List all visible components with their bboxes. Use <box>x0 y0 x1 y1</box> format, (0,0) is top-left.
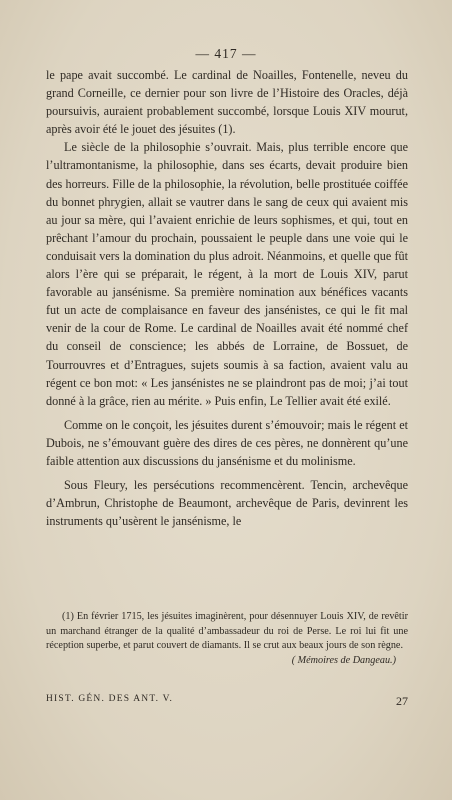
footnote <box>46 610 408 668</box>
signature-mark: HIST. GÉN. DES ANT. V. <box>46 694 174 704</box>
paragraph-2: Le siècle de la philosophie s’ouvrait. Mais, plus terrible encore que l’ultramontanisme, la philosophie, dans ses écarts, devait produire bien des horreurs. Fille de la philosophie, la révolution, belle prostituée coiffée du bonnet phrygien, allait se vautrer dans le sang de ceux qui avaient mis au jour sa mère, qui l’avaient enrichie de leurs sophismes, et qui, tout en prêchant l’amour du prochain, poussaient le peuple dans une voie qui le conduisait vers la domination du plus adroit. Néanmoins, et quelle que fût alors l’ère qui se préparait, le régent, à la mort de Louis XIV, parut favorable au jansénisme. Sa première nomination aux bénéfices vacants fut un acte de complaisance en faveur des jansénistes, ce qui le fit mal venir de la cour de Rome. Le cardinal de Noailles avait été nommé chef du conseil de conscience; les abbés de Lorraine, de Bossuet, de Tourrouvres et d’Entragues, sujets soumis à sa faction, avaient valu au régent ce bon mot: « Les jansénistes ne se plaindront pas de moi; j’ai tout donné à la grâce, rien au mérite. » Puis enfin, Le Tellier avait été exilé. <box>46 140 408 408</box>
paragraph-3: Comme on le conçoit, les jésuites durent s’émouvoir; mais le régent et Dubois, ne s’émouvant guère des dires de ces pères, ne donnèrent qu’une faible attention aux discussions du jansénisme et du molinisme. <box>46 417 408 468</box>
paragraph-4: Sous Fleury, les persécutions recommencèrent. Tencin, archevêque d’Ambrun, Christophe de Beaumont, archevêque de Paris, devinrent les instruments qu’usèrent le jansénisme, le <box>46 478 408 529</box>
paragraph-1: le pape avait succombé. Le cardinal de Noailles, Fontenelle, neveu du grand Corneille, ce dernier pour son livre de l’Histoire des Oracles, déjà poursuivis, auraient probablement succombé, lorsque Louis XIV mourut, après avoir été le jouet des jésuites (1). <box>46 68 408 137</box>
footnote-source-title: ( Mémoires de Dangeau.) <box>291 654 396 666</box>
signature-number: 27 <box>396 694 408 708</box>
main-text <box>46 66 408 530</box>
page-number-header: — 417 — <box>195 46 257 61</box>
page-footer <box>46 694 408 709</box>
footnote-text: (1) En février 1715, les jésuites imaginèrent, pour désennuyer Louis XIV, de revêtir un marchand étranger de la qualité d’ambassadeur du roi de Perse. Le roi lui fit une réception superbe, et parut couvert de diamants. Il se crut aux beaux jours de son règne. <box>46 611 408 652</box>
footnote-source <box>46 654 408 669</box>
